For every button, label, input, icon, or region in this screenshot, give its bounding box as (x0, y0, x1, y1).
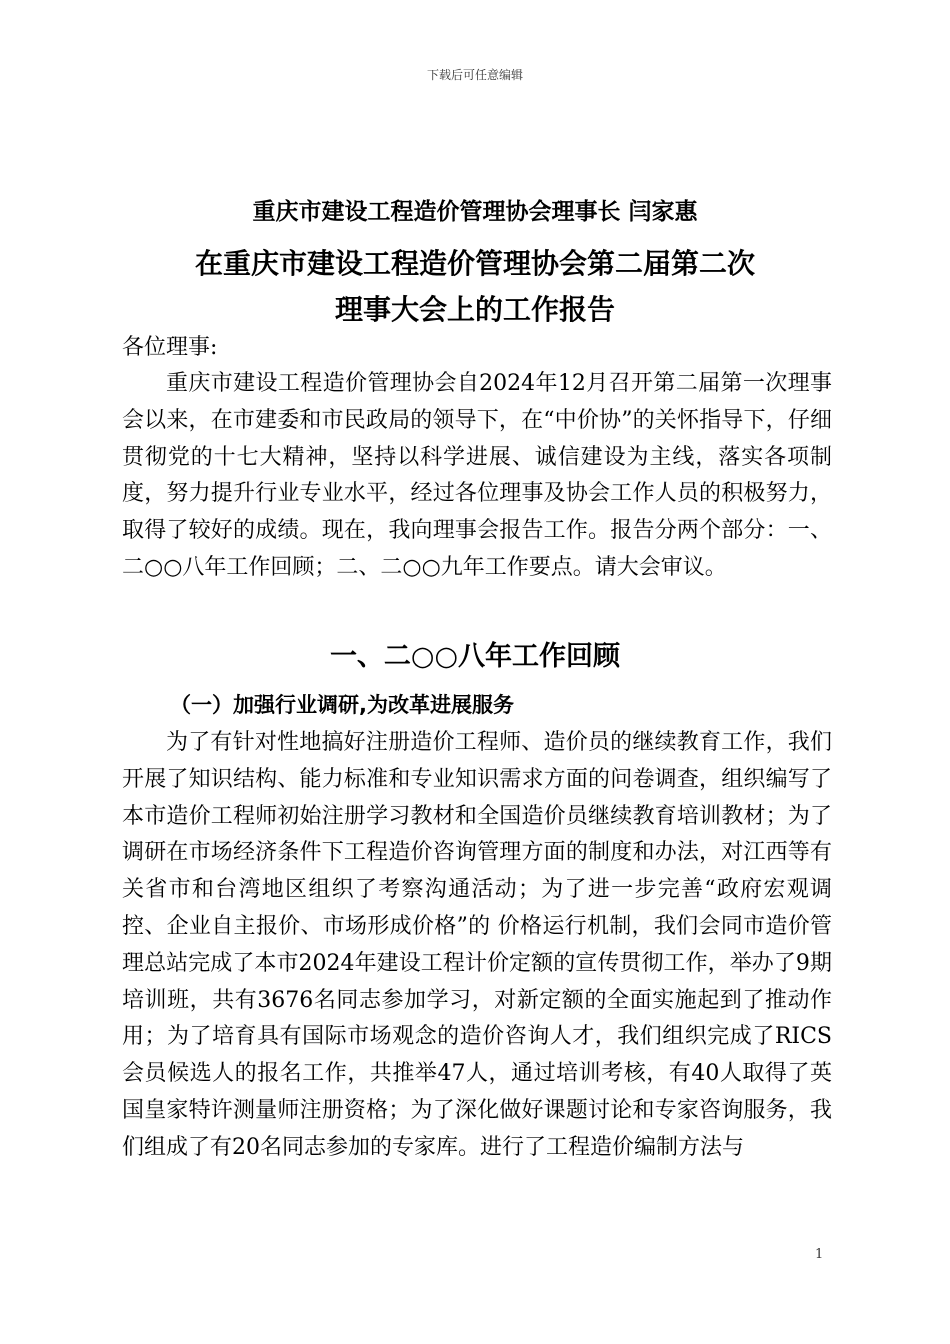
section-heading: 一、二○○八年工作回顾 (329, 641, 621, 672)
intro-paragraph: 重庆市建设工程造价管理协会自2024年12月召开第二届第一次理事会以来，在市建委和市民政局的领导下，在“中价协”的关怀指导下，仔细贯彻党的十七大精神，坚持以科学进展、诚信建设为主线，落实各项制度，努力提升行业专业水平，经过各位理事及协会工作人员的积极努力，取得了较好的成绩。现在，我向理事会报告工作。报告分两个部分：一、二○○八年工作回顾；二、二○○九年工作要点。请大会审议。 (122, 371, 832, 580)
report-title-line-3: 理事大会上的工作报告 (334, 293, 615, 326)
salutation: 各位理事: (122, 335, 218, 360)
body-paragraph: 为了有针对性地搞好注册造价工程师、造价员的继续教育工作，我们开展了知识结构、能力标准和专业知识需求方面的问卷调查，组织编写了本市造价工程师初始注册学习教材和全国造价员继续教育培训教材；为了调研在市场经济条件下工程造价咨询管理方面的制度和办法，对江西等有关省市和台湾地区组织了考察沟通活动；为了进一步完善“政府宏观调控、企业自主报价、市场形成价格”的 价格运行机制，我们会同市造价管理总站完成了本市2024年建设工程计价定额的宣传贯彻工作，举办了9期培训班，共有3676名同志参加学习，对新定额的全面实施起到了推动作用；为了培育具有国际市场观念的造价咨询人才，我们组织完成了RICS会员候选人的报名工作，共推举47人，通过培训考核，有40人取得了英国皇家特许测量师注册资格；为了深化做好课题讨论和专家咨询服务，我们组成了有20名同志参加的专家库。进行了工程造价编制方法与 (122, 730, 832, 1160)
header-note: 下载后可任意编辑 (426, 68, 523, 82)
report-title-line-2: 在重庆市建设工程造价管理协会第二届第二次 (194, 247, 755, 280)
report-title-speaker: 重庆市建设工程造价管理协会理事长 闫家惠 (252, 199, 698, 225)
page-number: 1 (815, 1247, 824, 1262)
sub-heading: （一）加强行业调研,为改革进展服务 (170, 693, 514, 717)
